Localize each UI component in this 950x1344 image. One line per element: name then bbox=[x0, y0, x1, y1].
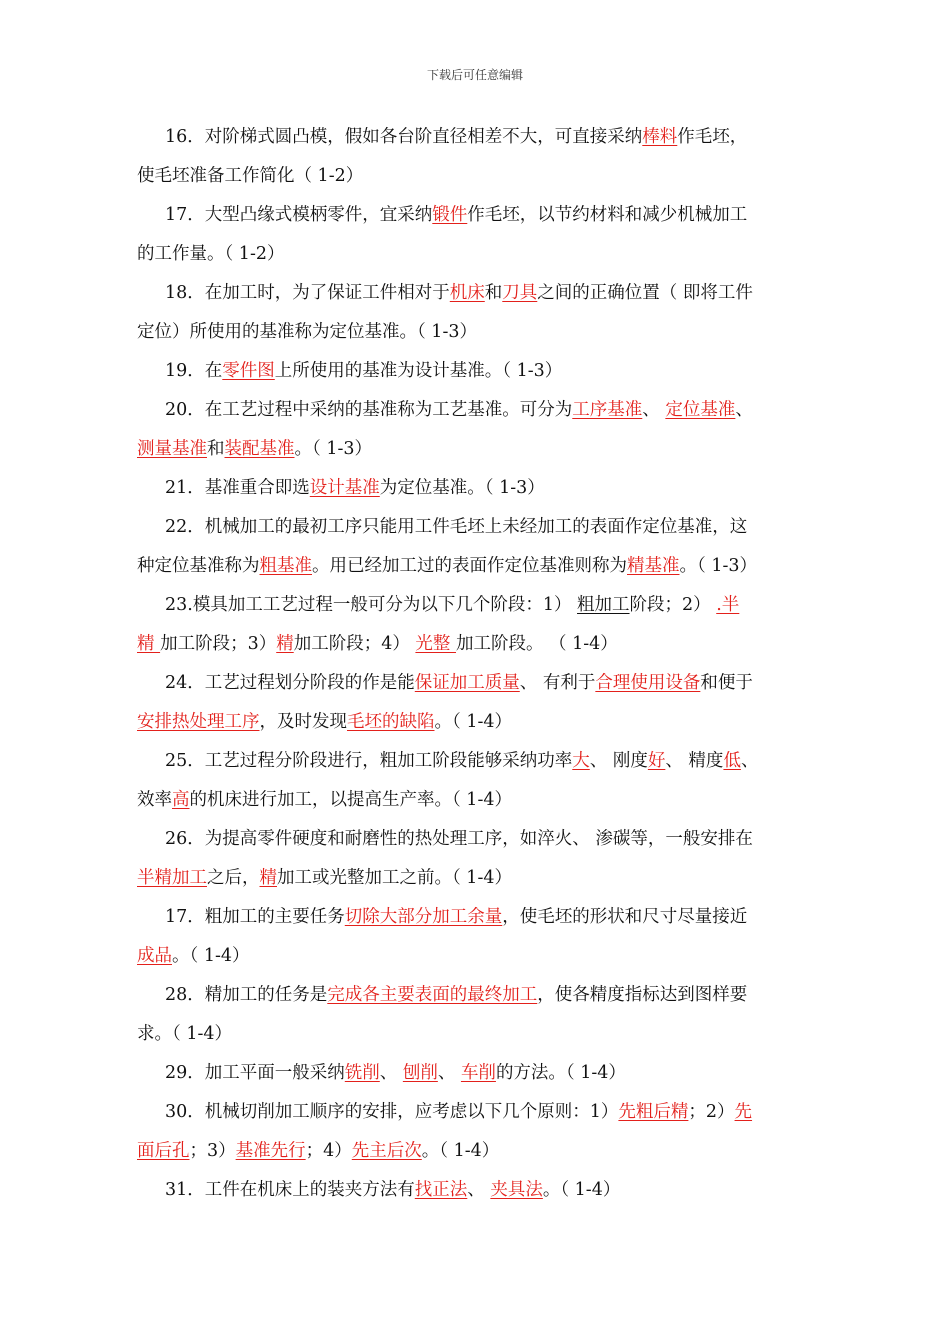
answer-text: 粗基准 bbox=[259, 556, 312, 576]
question-text: 、 bbox=[642, 400, 666, 420]
text-line bbox=[137, 976, 827, 1015]
question-paragraph bbox=[137, 352, 827, 391]
text-line bbox=[137, 898, 827, 937]
text-line bbox=[137, 1093, 827, 1132]
answer-text: 零件图 bbox=[222, 361, 275, 381]
answer-text: 装配基准 bbox=[224, 439, 295, 459]
answer-text: 精 bbox=[276, 634, 294, 654]
question-text: 。用已经加工过的表面作定位基准则称为 bbox=[312, 556, 627, 576]
text-line bbox=[137, 118, 827, 157]
question-text: 和便于 bbox=[700, 673, 753, 693]
question-text: 、 bbox=[740, 751, 759, 771]
answer-text: 毛坯的缺陷 bbox=[347, 712, 435, 732]
question-text: 31．工件在机床上的装夹方法有 bbox=[165, 1180, 415, 1200]
answer-text: .半 bbox=[716, 595, 740, 615]
question-text: 加工或光整加工之前。（ 1-4） bbox=[277, 868, 512, 888]
text-line bbox=[137, 391, 827, 430]
underlined-text: 粗加工 bbox=[577, 595, 630, 615]
answer-text: 低 bbox=[723, 751, 741, 771]
text-line bbox=[137, 196, 827, 235]
text-line bbox=[137, 157, 827, 196]
question-text: 30．机械切削加工顺序的安排，应考虑以下几个原则：1） bbox=[165, 1102, 619, 1122]
answer-text: 铣削 bbox=[344, 1063, 380, 1083]
text-line bbox=[137, 1132, 827, 1171]
question-text: 上所使用的基准为设计基准。（ 1-3） bbox=[274, 361, 563, 381]
text-line bbox=[137, 313, 827, 352]
question-paragraph bbox=[137, 898, 827, 976]
question-paragraph bbox=[137, 508, 827, 586]
question-text: 。（ 1-3） bbox=[294, 439, 372, 459]
answer-text: 完成各主要表面的最终加工 bbox=[327, 985, 538, 1005]
answer-text: 精 bbox=[259, 868, 277, 888]
answer-text: 刨削 bbox=[402, 1063, 438, 1083]
question-text: 和 bbox=[207, 439, 225, 459]
question-paragraph bbox=[137, 820, 827, 898]
answer-text: 成品 bbox=[137, 946, 172, 966]
question-text: 。（ 1-4） bbox=[434, 712, 512, 732]
answer-text: 合理使用设备 bbox=[595, 673, 701, 693]
answer-text: 保证加工质量 bbox=[414, 673, 520, 693]
text-line bbox=[137, 820, 827, 859]
text-line bbox=[137, 937, 827, 976]
page-header: 下载后可任意编辑 bbox=[426, 68, 523, 82]
question-text: 定位）所使用的基准称为定位基准。（ 1-3） bbox=[137, 322, 477, 342]
question-text: 19．在 bbox=[165, 361, 223, 381]
text-line bbox=[137, 235, 827, 274]
text-line bbox=[137, 352, 827, 391]
question-paragraph bbox=[137, 196, 827, 274]
answer-text: 大 bbox=[572, 751, 590, 771]
question-paragraph bbox=[137, 976, 827, 1054]
question-text: 的机床进行加工，以提高生产率。（ 1-4） bbox=[189, 790, 512, 810]
question-text: 使毛坯准备工作简化（ 1-2） bbox=[137, 166, 364, 186]
question-text: 加工阶段；3） bbox=[160, 634, 277, 654]
question-text: 、 有利于 bbox=[519, 673, 596, 693]
question-text: 28．精加工的任务是 bbox=[165, 985, 328, 1005]
answer-text: 精 bbox=[137, 634, 161, 654]
question-paragraph bbox=[137, 469, 827, 508]
question-text: 、 bbox=[735, 400, 753, 420]
question-text: 、 bbox=[437, 1063, 461, 1083]
answer-text: 精基准 bbox=[627, 556, 680, 576]
answer-text: 工序基准 bbox=[572, 400, 643, 420]
question-paragraph bbox=[137, 1054, 827, 1093]
answer-text: 锻件 bbox=[432, 205, 468, 225]
answer-text: 安排热处理工序 bbox=[137, 712, 260, 732]
document-body bbox=[137, 118, 827, 1210]
question-paragraph bbox=[137, 664, 827, 742]
question-paragraph bbox=[137, 391, 827, 469]
text-line bbox=[137, 703, 827, 742]
question-text: 和 bbox=[484, 283, 503, 303]
answer-text: 先主后次 bbox=[351, 1141, 422, 1161]
text-line bbox=[137, 547, 827, 586]
answer-text: 棒料 bbox=[642, 127, 678, 147]
question-text: 。（ 1-4） bbox=[172, 946, 250, 966]
answer-text: 基准先行 bbox=[235, 1141, 306, 1161]
question-text: 加工阶段。 （ 1-4） bbox=[456, 634, 618, 654]
question-text: ；3） bbox=[189, 1141, 236, 1161]
answer-text: 先粗后精 bbox=[618, 1102, 689, 1122]
text-line bbox=[137, 586, 827, 625]
question-paragraph bbox=[137, 118, 827, 196]
answer-text: 半精加工 bbox=[137, 868, 207, 888]
question-text: ；2） bbox=[688, 1102, 735, 1122]
text-line bbox=[137, 469, 827, 508]
answer-text: 好 bbox=[647, 751, 666, 771]
question-text: 22．机械加工的最初工序只能用工件毛坯上未经加工的表面作定位基准，这 bbox=[165, 517, 748, 537]
question-paragraph bbox=[137, 742, 827, 820]
question-paragraph bbox=[137, 1171, 827, 1210]
question-text: 种定位基准称为 bbox=[137, 556, 260, 576]
answer-text: 面后孔 bbox=[137, 1141, 190, 1161]
answer-text: 定位基准 bbox=[665, 400, 736, 420]
question-text: 23.模具加工工艺过程一般可分为以下几个阶段：1） bbox=[165, 595, 578, 615]
answer-text: 车削 bbox=[460, 1063, 496, 1083]
question-text: 的方法。（ 1-4） bbox=[495, 1063, 626, 1083]
question-text: ；4） bbox=[305, 1141, 352, 1161]
question-text: 18．在加工时，为了保证工件相对于 bbox=[165, 283, 450, 303]
question-paragraph bbox=[137, 274, 827, 352]
question-text: 21．基准重合即选 bbox=[165, 478, 310, 498]
answer-text: 夹具法 bbox=[490, 1180, 543, 1200]
answer-text: 找正法 bbox=[414, 1180, 468, 1200]
question-text: 24．工艺过程划分阶段的作是能 bbox=[165, 673, 415, 693]
question-text: 17．粗加工的主要任务 bbox=[165, 907, 345, 927]
text-line bbox=[137, 1171, 827, 1210]
text-line bbox=[137, 664, 827, 703]
question-text: 效率 bbox=[137, 790, 172, 810]
text-line bbox=[137, 1015, 827, 1054]
text-line bbox=[137, 781, 827, 820]
question-text: 。（ 1-4） bbox=[421, 1141, 500, 1161]
answer-text: 刀具 bbox=[502, 283, 538, 303]
question-text: 、 刚度 bbox=[589, 751, 648, 771]
answer-text: 光整 bbox=[415, 634, 456, 654]
question-text: 。（ 1-4） bbox=[542, 1180, 621, 1200]
question-text: 、 精度 bbox=[665, 751, 724, 771]
question-text: 作毛坯，以节约材料和减少机械加工 bbox=[467, 205, 748, 225]
question-text: 17．大型凸缘式模柄零件，宜采纳 bbox=[165, 205, 433, 225]
question-text: 加工阶段；4） bbox=[293, 634, 416, 654]
question-text: ，使各精度指标达到图样要 bbox=[537, 985, 748, 1005]
question-text: 阶段；2） bbox=[629, 595, 717, 615]
text-line bbox=[137, 742, 827, 781]
question-paragraph bbox=[137, 586, 827, 664]
question-text: 为定位基准。（ 1-3） bbox=[379, 478, 545, 498]
answer-text: 机床 bbox=[449, 283, 485, 303]
question-text: ，及时发现 bbox=[259, 712, 347, 732]
question-text: 、 bbox=[467, 1180, 491, 1200]
text-line bbox=[137, 274, 827, 313]
answer-text: 测量基准 bbox=[137, 439, 207, 459]
answer-text: 先 bbox=[734, 1102, 753, 1122]
question-text: 20．在工艺过程中采纳的基准称为工艺基准。可分为 bbox=[165, 400, 573, 420]
question-text: 。（ 1-3） bbox=[679, 556, 757, 576]
answer-text: 设计基准 bbox=[309, 478, 380, 498]
question-text: 16．对阶梯式圆凸模，假如各台阶直径相差不大，可直接采纳 bbox=[165, 127, 643, 147]
answer-text: 切除大部分加工余量 bbox=[344, 907, 503, 927]
question-text: 之间的正确位置（ 即将工件 bbox=[537, 283, 753, 303]
question-text: 、 bbox=[379, 1063, 403, 1083]
text-line bbox=[137, 1054, 827, 1093]
question-text: 之后， bbox=[207, 868, 260, 888]
text-line bbox=[137, 508, 827, 547]
question-text: 26．为提高零件硬度和耐磨性的热处理工序，如淬火、 渗碳等，一般安排在 bbox=[165, 829, 753, 849]
question-text: 25．工艺过程分阶段进行，粗加工阶段能够采纳功率 bbox=[165, 751, 573, 771]
text-line bbox=[137, 430, 827, 469]
question-paragraph bbox=[137, 1093, 827, 1171]
question-text: 作毛坯， bbox=[677, 127, 748, 147]
answer-text: 高 bbox=[172, 790, 190, 810]
text-line bbox=[137, 625, 827, 664]
text-line bbox=[137, 859, 827, 898]
question-text: 29．加工平面一般采纳 bbox=[165, 1063, 345, 1083]
question-text: 的工作量。（ 1-2） bbox=[137, 244, 285, 264]
question-text: 求。（ 1-4） bbox=[137, 1024, 232, 1044]
question-text: ，使毛坯的形状和尺寸尽量接近 bbox=[502, 907, 748, 927]
